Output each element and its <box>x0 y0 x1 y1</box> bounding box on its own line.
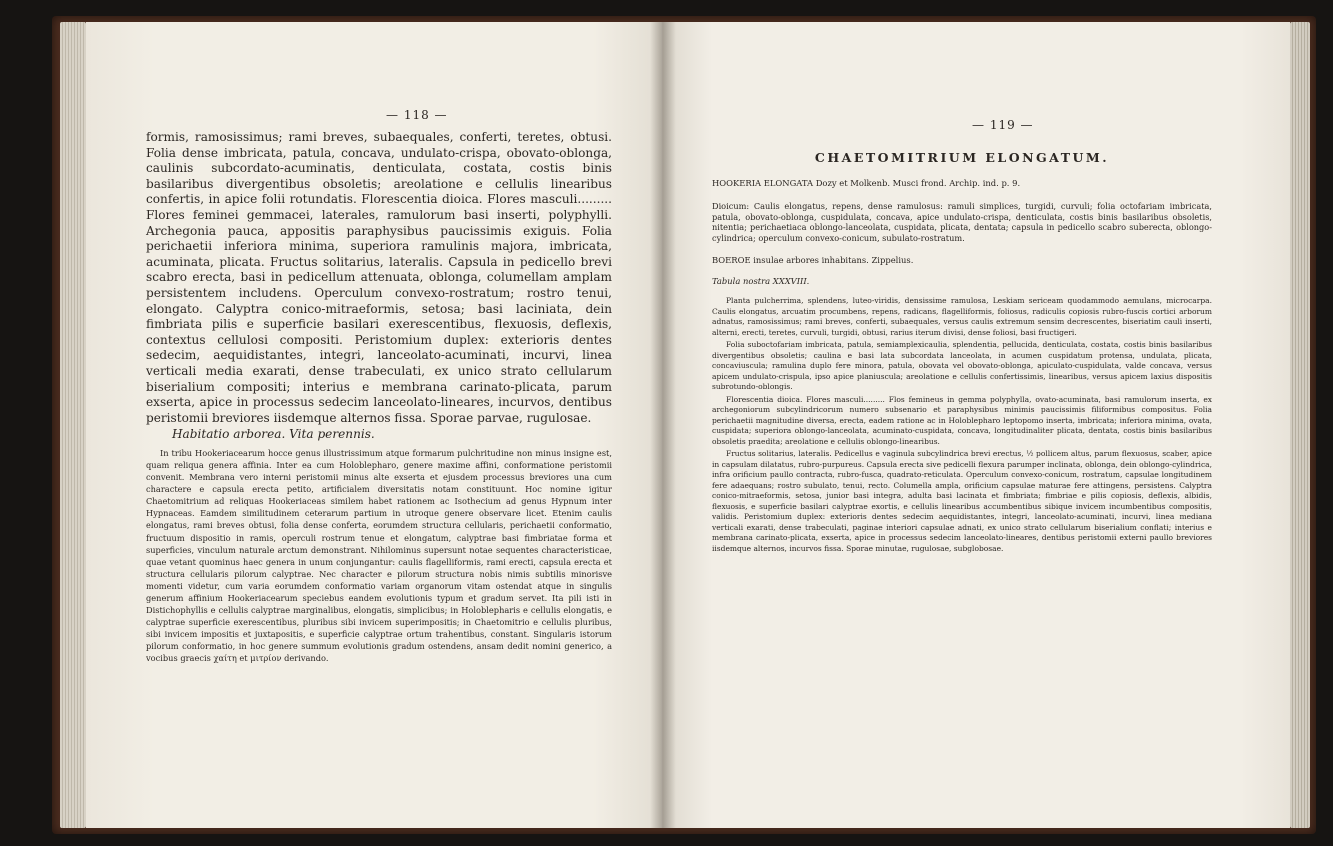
locality-line: BOEROE insulae arbores inhabitans. Zippelius. <box>712 255 914 266</box>
description-paragraph: Planta pulcherrima, splendens, luteo-viridis, densissime ramulosa, Leskiam sericeam quodammodo aemulans, microcarpa. Caulis elongatus, arcuatim procumbens, repens, radicans, flagelliformis, foliosus, radiculis copiosis rubro-fuscis cortici arborum adnatus, ramosissimus; rami breves, conferti, subaequales, versus caulis extremum sensim decrescentes, biseriatim cauli inserti, alterni, erecti, teretes, curvuli, turgidi, obtusi, rarius iterum divisi, dense foliosi, basi fructigeri. <box>712 296 1212 337</box>
synonym-line: HOOKERIA ELONGATA Dozy et Molkenb. Musci frond. Archip. ind. p. 9. <box>712 178 1021 188</box>
right-page-body <box>712 150 1212 556</box>
page-edges-right <box>1290 22 1310 828</box>
plate-reference: Tabula nostra XXXVIII. <box>712 276 810 287</box>
open-book <box>52 16 1316 834</box>
species-diagnosis: Dioicum: Caulis elongatus, repens, dense ramulosus: ramuli simplices, turgidi, curvuli; folia octofariam imbricata, patula, obovato-oblonga, cuspidulata, concava, apice undulato-crispa, denticulata, costis binis basilaribus obsoletis, nitentia; perichaetiaca oblongo-lanceolata, cuspidata, plicata, dentata; capsula in pedicello scabro suberecta, oblongo-cylindrica; operculum convexo-conicum, subulato-rostratum. <box>712 201 1212 243</box>
genus-discussion: In tribu Hookeriacearum hocce genus illustrissimum atque formarum pulchritudine non minus insigne est, quam reliqua genera affinia. Inter ea cum Holoblepharo, genere maxime affini, conformatione peristomii convenit. Membrana vero interni peristomii minus alte exserta et ejusdem processus breviores una cum charactere e capsula erecta petito, artificialem diversitatis notam constituunt. Hoc nomine igitur Chaetomitrium ad reliquas Hookeriaceas similem habet rationem ac Isothecium ad genus Hypnum inter Hypnaceas. Eamdem similitudinem ceterarum partium in utroque genere observare licet. Etenim caulis elongatus, rami breves obtusi, folia dense conferta, eorumdem structura cellularis, perichaetii conformatio, fructuum dispositio in ramis, operculi rostrum tenue et elongatum, calyptrae basi fimbriatae forma et superficies, vinculum naturale arctum demonstrant. Nihilominus supersunt notae sequentes characteristicae, quae vetant quominus haec genera in unum conjungantur: caulis flagelliformis, rami erecti, capsula erecta et structura cellularis pilorum calyptrae. Nec character e pilorum structura nobis nimis subtilis minorisve momenti videtur, cum varia eorumdem conformatio variam organorum vitam ostendat atque in singulis generum affinium Hookeriacearum speciebus eandem evolutionis typum et gradum servet. Ita pili isti in Distichophyllis e cellulis calyptrae marginalibus, elongatis, simplicibus; in Holoblepharis e cellulis elongatis, e calyptrae superficie exerescentibus, pluribus sibi invicem superimpositis; in Chaetomitrio e cellulis pluribus, sibi invicem impositis et juxtapositis, e superficie calyptrae ortum trahentibus, constant. Singularis istorum pilorum conformatio, in hoc genere summum evolutionis gradum ostendens, ansam dedit nomini generico, a vocibus graecis χαίτη et μιτρίον derivando. <box>146 447 612 664</box>
description-paragraph: Fructus solitarius, lateralis. Pedicellus e vaginula subcylindrica brevi erectus, ½ pollicem altus, parum flexuosus, scaber, apice in capsulam dilatatus, rubro-purpureus. Capsula erecta sive pedicelli flexura parumper inclinata, oblonga, dein oblongo-cylindrica, infra orificium paullo contracta, rubro-fusca, quadrato-reticulata. Operculum convexo-conicum, rostratum, capsulae longitudinem fere adaequans; rostro subulato, tenui, recto. Columella ampla, orificium capsulae maturae fere attingens, persistens. Calyptra conico-mitraeformis, setosa, junior basi integra, adulta basi lacinata et fimbriata; fimbriae e pilis copiosis, deflexis, albidis, flexuosis, e superficie basilari calyptrae exortis, e cellulis linearibus accumbentibus sibique invicem incumbentibus compositis, validis. Peristomium duplex: exterioris dentes sedecim aequidistantes, integri, lanceolato-acuminati, incurvi, linea mediana verticali exarati, dense trabeculati, paginae interiori capsulae adnati, ex unico strato cellularum biserialium conflati; interius e membrana carinato-plicata, exserta, apice in processus sedecim lanceolato-lineares, dentibus peristomii externi paullo breviores iisdemque alternos, incurvos fissa. Sporae minutae, rugulosae, subglobosae. <box>712 449 1212 553</box>
right-page <box>662 22 1290 828</box>
habitatio-line: Habitatio arborea. Vita perennis. <box>172 427 375 442</box>
left-page <box>86 22 662 828</box>
left-page-number: — 118 — <box>386 108 448 122</box>
right-page-number: — 119 — <box>972 118 1034 132</box>
page-edges-left <box>60 22 86 828</box>
book-gutter <box>650 22 676 828</box>
genus-description: formis, ramosissimus; rami breves, subaequales, conferti, teretes, obtusi. Folia dense imbricata, patula, concava, undulato-crispa, obovato-oblonga, caulinis subcordato-acuminatis, denticulata, costata, costis binis basilaribus divergentibus obsoletis; areolatione e cellulis linearibus confertis, in apice folii rotundatis. Florescentia dioica. Flores masculi......... Flores feminei gemmacei, laterales, ramulorum basi inserti, polyphylli. Archegonia pauca, appositis paraphysibus paucissimis exiguis. Folia perichaetii inferiora minima, superiora ramulinis majora, imbricata, acuminata, plicata. Fructus solitarius, lateralis. Capsula in pedicello brevi scabro erecta, basi in pedicellum attenuata, oblonga, columellam amplam persistentem includens. Operculum convexo-rostratum; rostro tenui, elongato. Calyptra conico-mitraeformis, setosa; basi laciniata, dein fimbriata pilis e superficie basilari exerescentibus, flexuosis, deflexis, contextus cellulosi compositi. Peristomium duplex: exterioris dentes sedecim, aequidistantes, integri, lanceolato-acuminati, incurvi, linea verticali media exarati, dense trabeculati, ex unico strato cellularum biserialium compositi; interius e membrana carinato-plicata, parum exserta, apice in processus sedecim lanceolato-lineares, incurvos, dentibus peristomii breviores iisdemque alternos fissa. Sporae parvae, rugulosae. <box>146 130 612 425</box>
species-title: CHAETOMITRIUM ELONGATUM. <box>814 150 1110 165</box>
left-page-body <box>146 130 612 665</box>
description-paragraph: Folia suboctofariam imbricata, patula, semiamplexicaulia, splendentia, pellucida, denticulata, costata, costis binis basilaribus divergentibus obsoletis; caulina e basi lata subcordata lanceolata, in acumen cuspidatum protensa, undulata, plicata, concaviuscula; ramulina duplo fere minora, patula, obovata vel obovato-oblonga, apiculato-cuspidulata, valde concava, versus apicem undulato-crispula, ipso apice planiuscula; areolatione e cellulis confertissimis, linearibus, versus apicem laxius dispositis subrotundo-oblongis. <box>712 340 1212 392</box>
description-paragraph: Florescentia dioica. Flores masculi......... Flos femineus in gemma polyphylla, ovato-acuminata, basi ramulorum inserta, ex archegoniorum subcylindricorum numero subsenario et paraphysibus minimis paucissimis filiformibus compositus. Folia perichaetii magnitudine diversa, erecta, eadem ratione ac in Holoblepharo leptopomo inserta, imbricata; inferiora minima, ovata, cuspidata; superiora oblongo-lanceolata, acuminato-cuspidata, concava, longitudinaliter plicata, dentata, costis binis basilaribus obsoletis praedita; areolatione e cellulis oblongo-linearibus. <box>712 394 1212 446</box>
